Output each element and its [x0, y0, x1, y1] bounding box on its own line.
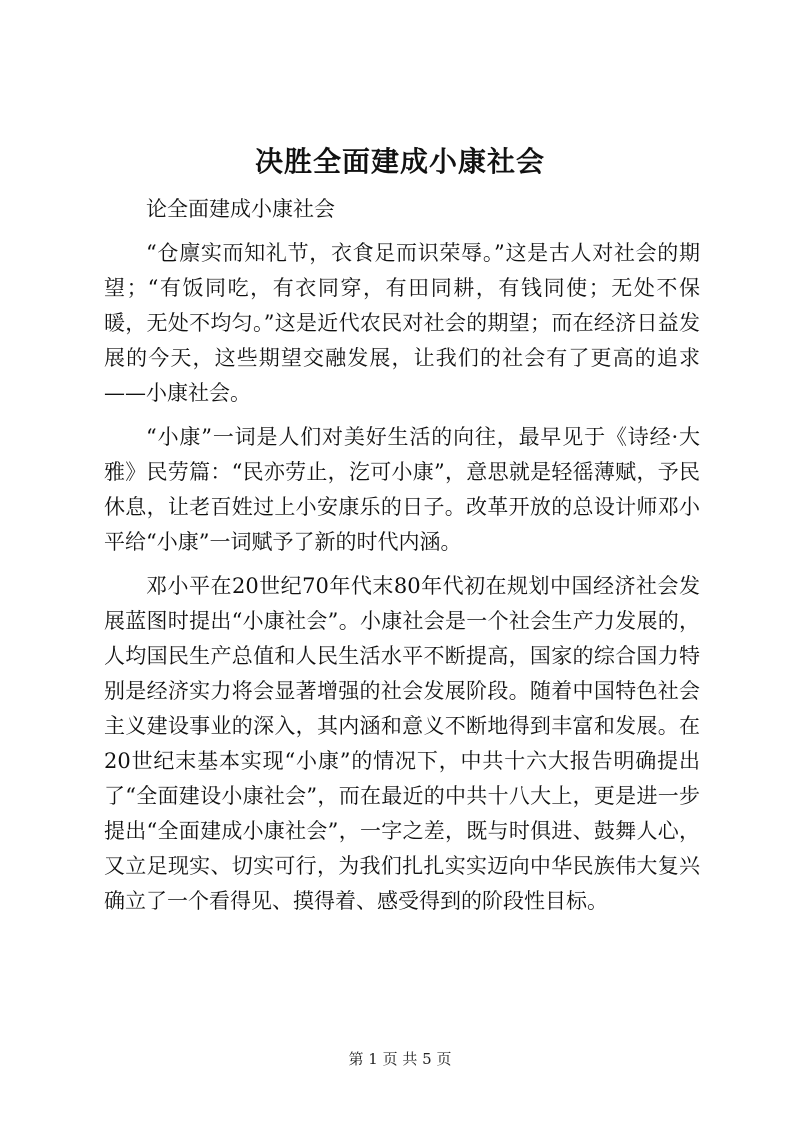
- page-number-footer: 第 1 页 共 5 页: [348, 1050, 452, 1068]
- body-paragraph-3: 邓小平在20世纪70年代末80年代初在规划中国经济社会发展蓝图时提出“小康社会”。小康社会是一个社会生产力发展的，人均国民生产总值和人民生活水平不断提高，国家的综合国力特别是经济实力将会显著增强的社会发展阶段。随着中国特色社会主义建设事业的深入，其内涵和意义不断地得到丰富和发展。在20世纪末基本实现“小康”的情况下，中共十六大报告明确提出了“全面建设小康社会”，而在最近的中共十八大上，更是进一步提出“全面建成小康社会”，一字之差，既与时俱进、鼓舞人心，又立足现实、切实可行，为我们扎扎实实迈向中华民族伟大复兴确立了一个看得见、摸得着、感受得到的阶段性目标。: [104, 574, 700, 913]
- body-paragraph-2: “小康”一词是人们对美好生活的向往，最早见于《诗经·大雅》民劳篇：“民亦劳止，汔可小康”，意思就是轻徭薄赋，予民休息，让老百姓过上小安康乐的日子。改革开放的总设计师邓小平给“小康”一词赋予了新的时代内涵。: [104, 425, 700, 554]
- body-paragraph-1: “仓廪实而知礼节，衣食足而识荣辱。”这是古人对社会的期望；“有饭同吃，有衣同穿，有田同耕，有钱同使；无处不保暖，无处不均匀。”这是近代农民对社会的期望；而在经济日益发展的今天，这些期望交融发展，让我们的社会有了更高的追求——小康社会。: [104, 241, 700, 405]
- document-body: [104, 192, 700, 919]
- subtitle-paragraph: 论全面建成小康社会: [146, 197, 335, 221]
- document-title: 决胜全面建成小康社会: [254, 145, 545, 178]
